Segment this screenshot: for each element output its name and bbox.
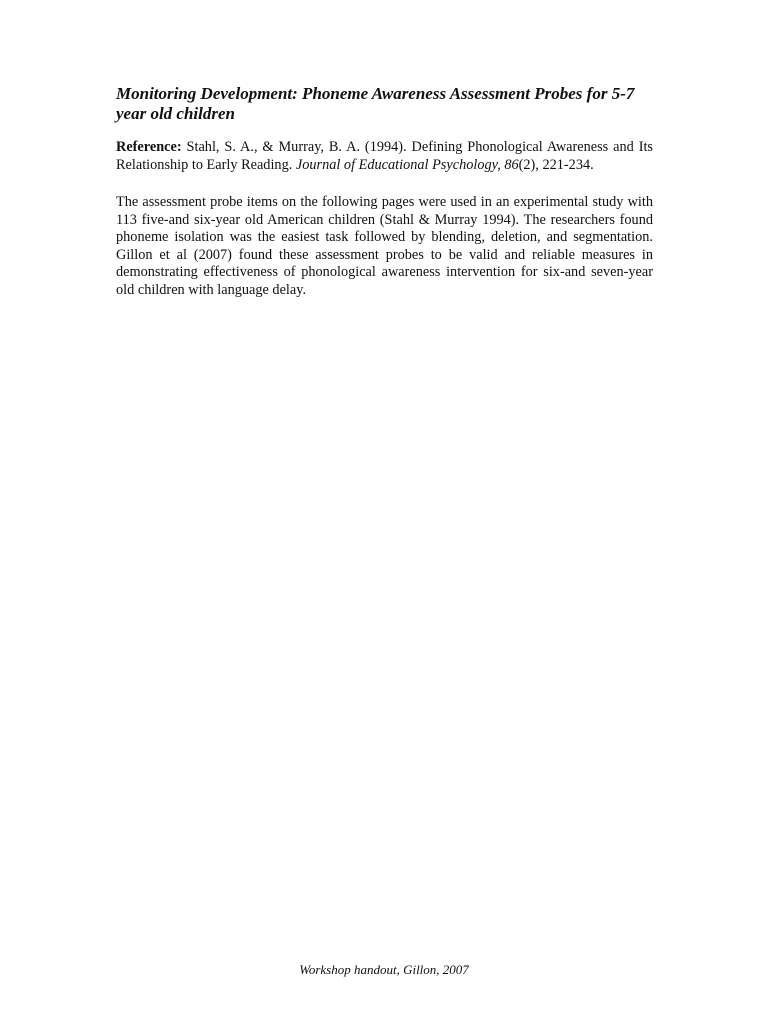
document-content (116, 84, 653, 319)
document-title: Monitoring Development: Phoneme Awareness Assessment Probes for 5-7 year old children (116, 84, 635, 123)
reference-authors: Stahl, S. A., & Murray, B. A. (1994). Defining Phonological Awareness and Its Relationship to Early Reading. (116, 139, 653, 173)
reference-issue: (2), 221-234. (518, 156, 594, 173)
page-footer: Workshop handout, Gillon, 2007 (299, 962, 469, 977)
reference-journal: Journal of Educational Psychology, 86 (295, 156, 519, 173)
body-paragraph: The assessment probe items on the following pages were used in an experimental study with 113 five-and six-year old American children (Stahl & Murray 1994). The researchers found phoneme isolation was the easiest task followed by blending, deletion, and segmentation. Gillon et al (2007) found these assessment probes to be valid and reliable measures in demonstrating effectiveness of phonological awareness intervention for six-and seven-year old children with language delay. (116, 194, 653, 298)
reference-label: Reference: (116, 139, 182, 155)
reference-paragraph (116, 139, 653, 174)
